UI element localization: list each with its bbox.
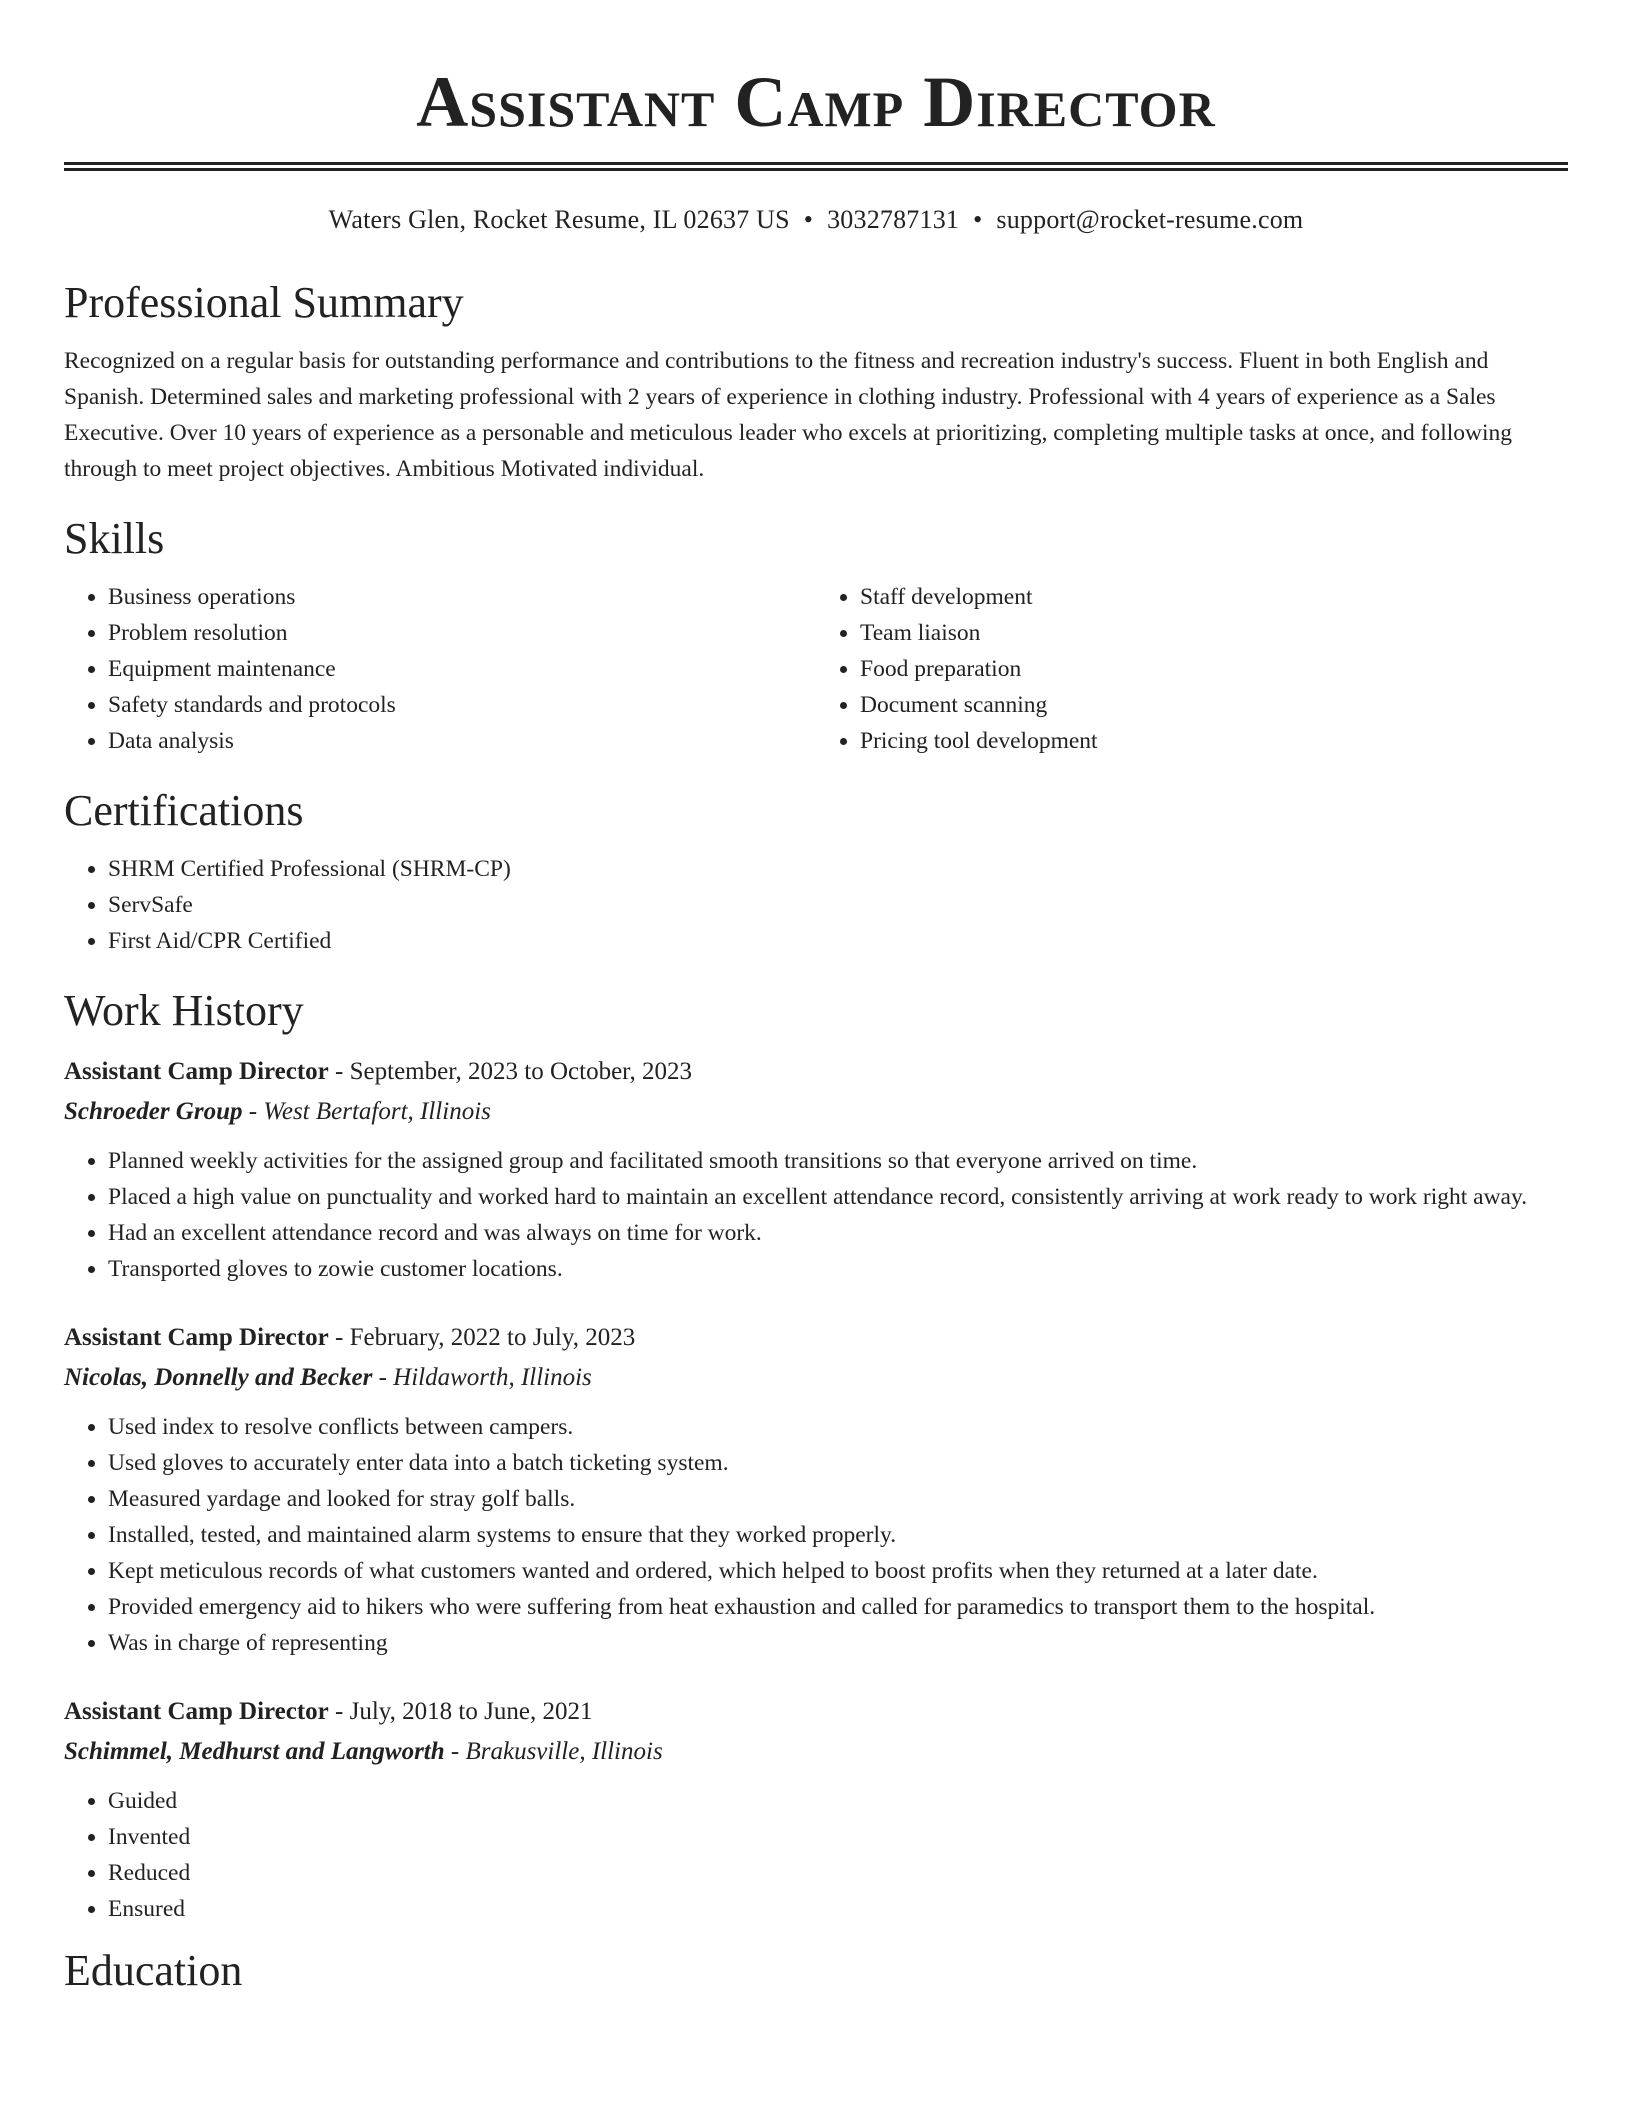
duty-item: • Used index to resolve conflicts between campers. <box>108 1409 1568 1445</box>
certification-item: • SHRM Certified Professional (SHRM-CP) <box>108 851 1568 887</box>
education-heading: Education <box>64 1946 243 1995</box>
job-location: - Hildaworth, Illinois <box>372 1364 592 1391</box>
contact-email[interactable]: support@rocket-resume.com <box>996 205 1304 234</box>
skill-item: • Staff development <box>860 579 1568 615</box>
duty-item: • Provided emergency aid to hikers who were suffering from heat exhaustion and called for paramedics to transport them to the hospital. <box>108 1589 1568 1625</box>
job-dates: - February, 2022 to July, 2023 <box>328 1324 636 1351</box>
duty-item: • Planned weekly activities for the assigned group and facilitated smooth transitions so that everyone arrived on time. <box>108 1143 1568 1179</box>
job-entry <box>64 1693 1568 1927</box>
job-duties <box>64 1409 1568 1661</box>
job-role: Assistant Camp Director <box>64 1324 329 1351</box>
skill-item: • Team liaison <box>860 615 1568 651</box>
contact-separator: • <box>973 205 983 234</box>
job-location: - West Bertafort, Illinois <box>242 1098 491 1125</box>
duty-item: • Reduced <box>108 1855 1568 1891</box>
job-company-line <box>64 1359 1568 1397</box>
duty-item: • Kept meticulous records of what customers wanted and ordered, which helped to boost profits when they returned at a later date. <box>108 1553 1568 1589</box>
candidate-name: Assistant Camp Director <box>416 62 1216 142</box>
certifications-heading: Certifications <box>64 786 304 835</box>
duty-item: • Ensured <box>108 1891 1568 1927</box>
job-header <box>64 1693 1568 1731</box>
skill-item: • Business operations <box>108 579 816 615</box>
skill-item: • Problem resolution <box>108 615 816 651</box>
duty-item: • Used gloves to accurately enter data into a batch ticketing system. <box>108 1445 1568 1481</box>
duty-item: • Invented <box>108 1819 1568 1855</box>
certification-item: • ServSafe <box>108 887 1568 923</box>
skills-list-left <box>64 579 816 759</box>
job-role: Assistant Camp Director <box>64 1698 329 1725</box>
summary-heading: Professional Summary <box>64 278 464 327</box>
job-duties <box>64 1143 1568 1287</box>
skill-item: • Data analysis <box>108 723 816 759</box>
summary-text: Recognized on a regular basis for outstanding performance and contributions to the fitness and recreation industry's success. Fluent in both English and Spanish. Determined sales and marketing professional with 2 years of experience in clothing industry. Professional with 4 years of experience as a Sales Executive. Over 10 years of experience as a personable and meticulous leader who excels at prioritizing, completing multiple tasks at once, and following through to meet project objectives. Ambitious Motivated individual. <box>64 348 1513 482</box>
job-entry <box>64 1053 1568 1287</box>
job-role: Assistant Camp Director <box>64 1058 329 1085</box>
skill-item: • Pricing tool development <box>860 723 1568 759</box>
job-company: Schroeder Group <box>64 1098 243 1125</box>
duty-item: • Guided <box>108 1783 1568 1819</box>
contact-line <box>64 203 1568 237</box>
skills-heading: Skills <box>64 514 165 563</box>
job-entry <box>64 1319 1568 1661</box>
skill-item: • Safety standards and protocols <box>108 687 816 723</box>
skill-item: • Equipment maintenance <box>108 651 816 687</box>
certification-item: • First Aid/CPR Certified <box>108 923 1568 959</box>
work-history-heading: Work History <box>64 986 304 1035</box>
contact-phone: 3032787131 <box>827 205 960 234</box>
job-company-line <box>64 1733 1568 1771</box>
job-duties <box>64 1783 1568 1927</box>
job-location: - Brakusville, Illinois <box>444 1738 663 1765</box>
job-company: Nicolas, Donnelly and Becker <box>64 1364 373 1391</box>
skills-list-right <box>816 579 1568 759</box>
header-divider <box>64 162 1568 171</box>
skill-item: • Document scanning <box>860 687 1568 723</box>
duty-item: • Was in charge of representing <box>108 1625 1568 1661</box>
duty-item: • Measured yardage and looked for stray golf balls. <box>108 1481 1568 1517</box>
job-header <box>64 1319 1568 1357</box>
job-dates: - July, 2018 to June, 2021 <box>328 1698 593 1725</box>
contact-separator: • <box>803 205 814 234</box>
job-header <box>64 1053 1568 1091</box>
job-dates: - September, 2023 to October, 2023 <box>328 1058 692 1085</box>
skills-grid <box>64 579 1568 759</box>
certifications-list <box>64 851 1568 959</box>
duty-item: • Placed a high value on punctuality and worked hard to maintain an excellent attendance record, consistently arriving at work ready to work right away. <box>108 1179 1568 1215</box>
duty-item: • Installed, tested, and maintained alarm systems to ensure that they worked properly. <box>108 1517 1568 1553</box>
job-company: Schimmel, Medhurst and Langworth <box>64 1738 445 1765</box>
duty-item: • Transported gloves to zowie customer locations. <box>108 1251 1568 1287</box>
contact-address: Waters Glen, Rocket Resume, IL 02637 US <box>328 205 790 234</box>
job-company-line <box>64 1093 1568 1131</box>
skill-item: • Food preparation <box>860 651 1568 687</box>
duty-item: • Had an excellent attendance record and was always on time for work. <box>108 1215 1568 1251</box>
